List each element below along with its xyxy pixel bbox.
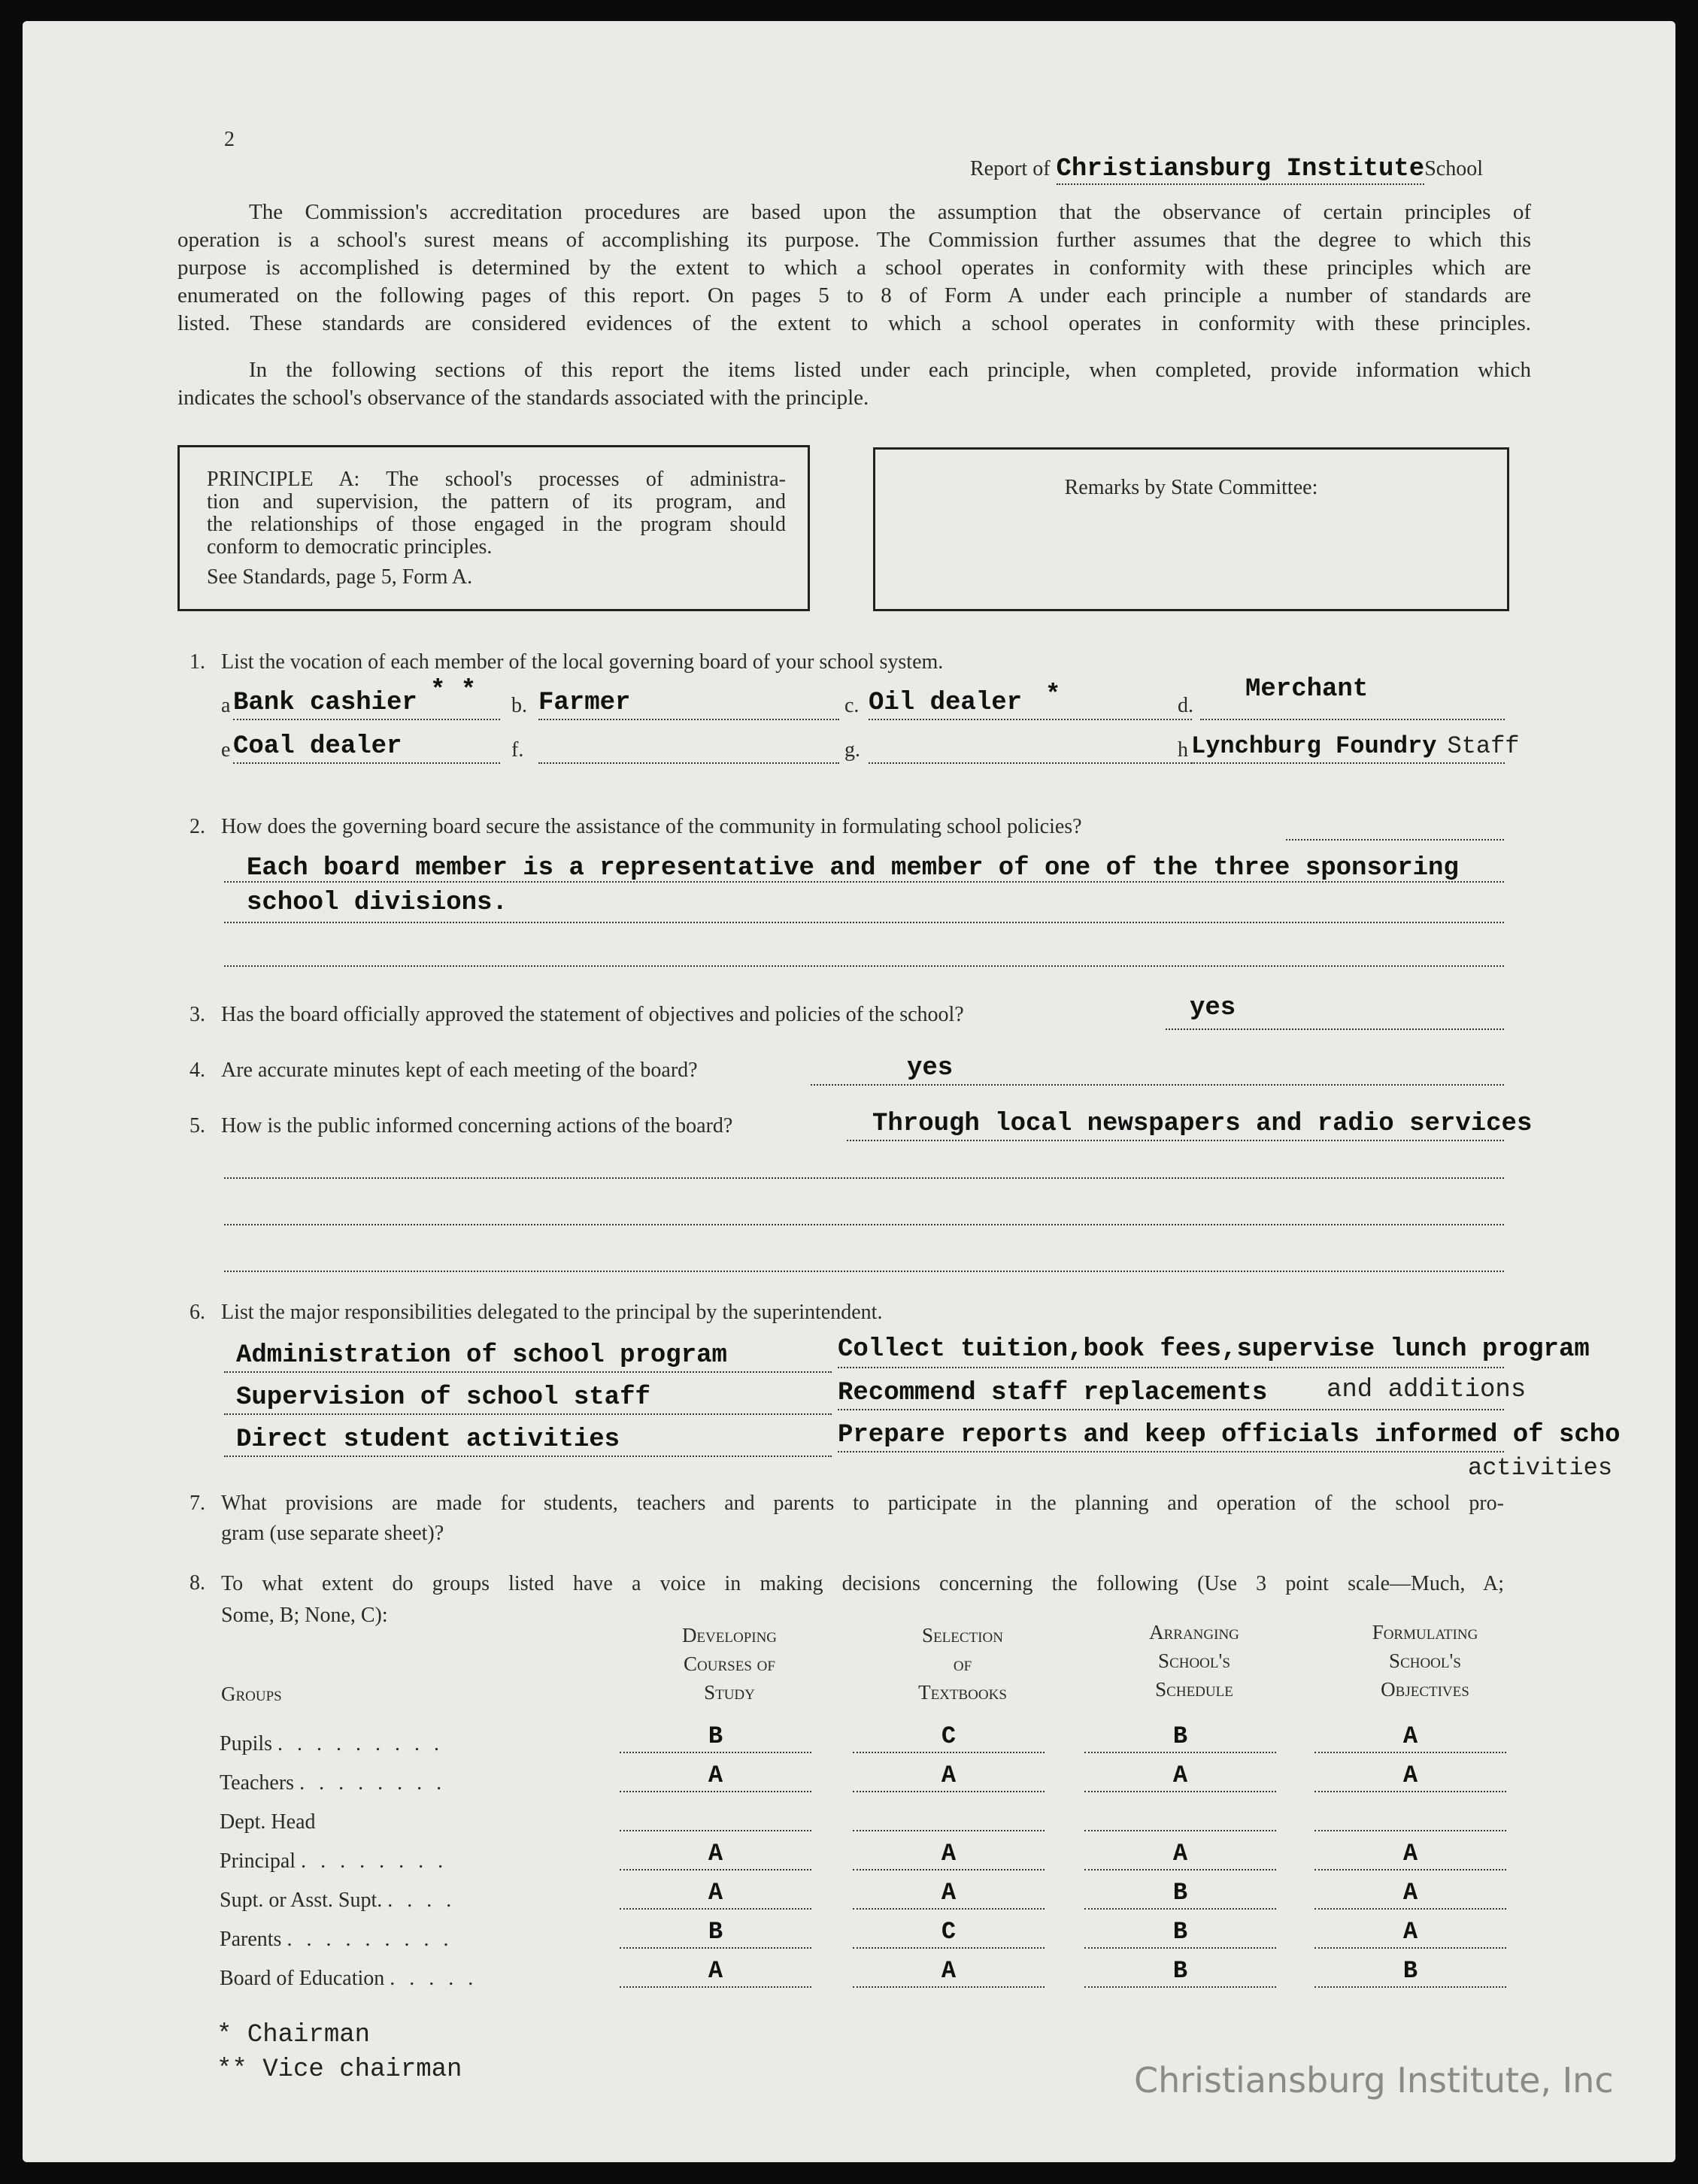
q6-right-line-3: [838, 1421, 1621, 1452]
table-cell: A: [620, 1761, 811, 1792]
q2-answer: Each board member is a representative and member of one of the three sponsoring: [247, 854, 1459, 883]
table-cell: B: [1084, 1722, 1276, 1753]
q5-blank-line: [224, 1243, 1504, 1272]
column-header-line: Study: [704, 1681, 755, 1704]
table-row-label: [220, 1732, 444, 1756]
table-row-label: [220, 1810, 316, 1834]
q1-field-f: [538, 732, 839, 764]
q6-left-answer: Administration of school program: [236, 1341, 727, 1370]
table-cell: A: [1314, 1917, 1506, 1949]
column-header-line: School's: [1158, 1649, 1230, 1672]
intro-line: purpose is accomplished is determined by the extent to which a school operates in conformity with these principles which are: [177, 256, 1531, 280]
intro-paragraph-1: [177, 198, 1531, 338]
group-name: Principal: [220, 1849, 296, 1873]
leader-dots: . . . . . . . . .: [277, 1732, 444, 1755]
table-cell: C: [853, 1722, 1045, 1753]
q1-number: 1.: [190, 650, 205, 674]
table-cell: A: [1314, 1722, 1506, 1753]
q1-field-c: [869, 681, 1192, 720]
table-cell: B: [1084, 1956, 1276, 1988]
q5-text: How is the public informed concerning actions of the board?: [221, 1114, 733, 1137]
principle-line: the relationships of those engaged in the program should: [207, 513, 786, 536]
table-row-label: [220, 1967, 478, 1991]
table-cell: A: [620, 1839, 811, 1870]
table-cell: A: [853, 1878, 1045, 1910]
document-page: [23, 21, 1675, 2162]
column-header-line: Objectives: [1381, 1678, 1469, 1701]
group-name: Parents: [220, 1928, 282, 1951]
q2-answer-line-2: [224, 889, 1504, 923]
report-of-label: Report of: [970, 157, 1051, 180]
table-cell: C: [853, 1917, 1045, 1949]
column-header-line: Textbooks: [918, 1681, 1007, 1704]
principle-see-standards: See Standards, page 5, Form A.: [207, 565, 473, 589]
column-header-textbooks: [850, 1621, 1075, 1707]
q1-letter: d.: [1178, 694, 1193, 717]
q2-answer: school divisions.: [247, 889, 508, 917]
q1-mark: Staff: [1447, 732, 1520, 760]
q6-left-answer: Direct student activities: [236, 1425, 620, 1454]
q4-text: Are accurate minutes kept of each meeting of the board?: [221, 1059, 698, 1082]
footnote-vice-chairman: ** Vice chairman: [217, 2055, 462, 2084]
q7-line: What provisions are made for students, teachers and parents to participate in the planning and operation of the school pro-: [221, 1492, 1504, 1515]
q1-letter: g.: [844, 738, 860, 762]
group-name: Teachers: [220, 1771, 295, 1795]
q1-field-a: [233, 677, 500, 720]
table-cell: A: [620, 1878, 811, 1910]
q6-right-answer: Prepare reports and keep officials informed of scho: [838, 1421, 1621, 1449]
table-cell: [620, 1800, 811, 1831]
group-name: Board of Education: [220, 1967, 385, 1990]
column-header-line: School's: [1389, 1649, 1461, 1672]
leader-dots: . . . .: [387, 1889, 456, 1912]
q7-line: gram (use separate sheet)?: [221, 1522, 444, 1545]
column-header-line: Arranging: [1149, 1621, 1239, 1643]
leader-dots: . . . . .: [390, 1967, 478, 1990]
intro-line: listed. These standards are considered evidences of the extent to which a school operates in conformity with these principles.: [177, 311, 1531, 335]
report-header: [970, 155, 1483, 185]
table-cell: [1084, 1800, 1276, 1831]
table-cell: [1314, 1800, 1506, 1831]
q6-right-continuation: activities: [1468, 1454, 1613, 1482]
principle-box: [177, 445, 810, 611]
principle-line: tion and supervision, the pattern of its program, and: [207, 490, 786, 513]
q1-field-h: [1191, 732, 1520, 764]
q7-text: [221, 1489, 1504, 1549]
q4-number: 4.: [190, 1059, 205, 1082]
page-number: 2: [224, 128, 235, 151]
q8-number: 8.: [190, 1571, 205, 1595]
school-name: Christiansburg Institute: [1056, 155, 1425, 183]
q6-left-line-3: [224, 1425, 832, 1457]
q3-number: 3.: [190, 1003, 205, 1026]
q6-right-line-1: [838, 1335, 1590, 1368]
leader-dots: . . . . . . . .: [301, 1849, 448, 1873]
principle-line: conform to democratic principles.: [207, 535, 493, 559]
q1-text: List the vocation of each member of the local governing board of your school system.: [221, 650, 944, 674]
column-header-line: Selection: [922, 1624, 1003, 1646]
q1-letter: e: [221, 738, 231, 762]
table-cell: A: [853, 1839, 1045, 1870]
q1-letter: h: [1178, 738, 1188, 762]
q7-number: 7.: [190, 1492, 205, 1515]
q1-mark: *: [1045, 681, 1061, 710]
q1-answer: Lynchburg Foundry: [1191, 732, 1437, 760]
q6-right-line-2: [838, 1376, 1527, 1410]
table-cell: A: [1084, 1761, 1276, 1792]
table-row-label: [220, 1889, 456, 1913]
q2-number: 2.: [190, 815, 205, 838]
q3-answer: yes: [1190, 994, 1236, 1022]
q1-field-g: [869, 732, 1192, 764]
q1-answer: Oil dealer: [869, 689, 1023, 717]
q8-line: To what extent do groups listed have a voice in making decisions concerning the following (Use 3 point scale—Much, A;: [221, 1572, 1504, 1595]
q3-text: Has the board officially approved the statement of objectives and policies of the school?: [221, 1003, 964, 1026]
intro-line: The Commission's accreditation procedures are based upon the assumption that the observance of certain principles of: [249, 200, 1531, 224]
intro-line: operation is a school's surest means of accomplishing its purpose. The Commission further assumes that the degree to which this: [177, 228, 1531, 252]
q6-left-line-1: [224, 1341, 832, 1373]
table-cell: B: [1084, 1917, 1276, 1949]
q5-number: 5.: [190, 1114, 205, 1137]
group-name: Pupils: [220, 1732, 273, 1755]
column-header-courses: [617, 1621, 842, 1707]
leader-dots: . . . . . . . . .: [287, 1928, 453, 1951]
q4-answer-line: [811, 1054, 1504, 1086]
column-header-schedule: [1081, 1618, 1307, 1704]
column-header-line: Formulating: [1372, 1621, 1478, 1643]
table-cell: A: [1314, 1761, 1506, 1792]
group-name: Dept. Head: [220, 1810, 316, 1834]
remarks-box: [873, 447, 1509, 611]
column-header-line: Schedule: [1155, 1678, 1233, 1701]
q6-right-addendum: and additions: [1327, 1376, 1527, 1404]
q1-letter: a: [221, 694, 231, 717]
intro-line: enumerated on the following pages of this report. On pages 5 to 8 of Form A under each principle a number of standards are: [177, 283, 1531, 307]
column-header-line: Developing: [681, 1624, 778, 1646]
table-cell: A: [1084, 1839, 1276, 1870]
intro-paragraph-2: [177, 356, 1531, 412]
q6-right-answer: Recommend staff replacements: [838, 1379, 1268, 1407]
remarks-label: Remarks by State Committee:: [1064, 476, 1318, 499]
table-cell: A: [620, 1956, 811, 1988]
q1-letter: c.: [844, 694, 860, 717]
q2-answer-line-3: [224, 937, 1504, 967]
q2-text: How does the governing board secure the assistance of the community in formulating school policies?: [221, 815, 1082, 838]
table-row-label: [220, 1771, 446, 1795]
table-cell: B: [1084, 1878, 1276, 1910]
q6-text: List the major responsibilities delegated to the principal by the superintendent.: [221, 1301, 883, 1324]
column-header-line: of: [953, 1652, 972, 1675]
table-cell: A: [1314, 1839, 1506, 1870]
q6-left-line-2: [224, 1383, 832, 1415]
q1-answer: Merchant: [1245, 675, 1369, 704]
table-cell: [853, 1800, 1045, 1831]
q1-mark: * *: [430, 677, 477, 705]
q1-field-b: [538, 689, 839, 720]
column-header-objectives: [1312, 1618, 1538, 1704]
q6-right-answer: Collect tuition,book fees,supervise lunch program: [838, 1335, 1590, 1364]
table-cell: B: [1314, 1956, 1506, 1988]
q1-letter: b.: [511, 694, 527, 717]
q6-number: 6.: [190, 1301, 205, 1324]
table-cell: A: [853, 1956, 1045, 1988]
q1-answer: Farmer: [538, 689, 631, 717]
column-header-line: Courses of: [684, 1652, 775, 1675]
q5-blank-line: [224, 1197, 1504, 1225]
q3-answer-line: [1166, 994, 1504, 1030]
groups-header: Groups: [221, 1683, 282, 1705]
table-cell: A: [853, 1761, 1045, 1792]
watermark: Christiansburg Institute, Inc: [1134, 2060, 1614, 2101]
q8-line: Some, B; None, C):: [221, 1604, 388, 1627]
table-cell: B: [620, 1722, 811, 1753]
q2-trailing-line: [1286, 818, 1504, 841]
intro-line: In the following sections of this report the items listed under each principle, when completed, provide information which: [249, 358, 1531, 382]
q1-letter: f.: [511, 738, 524, 762]
q1-field-e: [233, 732, 500, 764]
table-row-label: [220, 1928, 453, 1952]
principle-line: PRINCIPLE A: The school's processes of administra-: [207, 468, 786, 491]
q5-answer-line: [847, 1110, 1533, 1141]
q1-answer: Bank cashier: [233, 689, 417, 717]
q1-field-d: [1200, 675, 1505, 720]
table-cell: B: [620, 1917, 811, 1949]
table-row-label: [220, 1849, 447, 1874]
q4-answer: yes: [907, 1054, 954, 1083]
q5-answer: Through local newspapers and radio services: [872, 1110, 1533, 1138]
school-label: School: [1424, 157, 1483, 180]
table-cell: A: [1314, 1878, 1506, 1910]
leader-dots: . . . . . . . .: [299, 1771, 447, 1795]
q6-left-answer: Supervision of school staff: [236, 1383, 650, 1412]
group-name: Supt. or Asst. Supt.: [220, 1889, 383, 1912]
q2-answer-line-1: [224, 853, 1504, 883]
footnote-chairman: * Chairman: [217, 2021, 371, 2049]
intro-line: indicates the school's observance of the standards associated with the principle.: [177, 386, 869, 410]
q5-blank-line: [224, 1150, 1504, 1179]
q1-answer: Coal dealer: [233, 732, 402, 761]
